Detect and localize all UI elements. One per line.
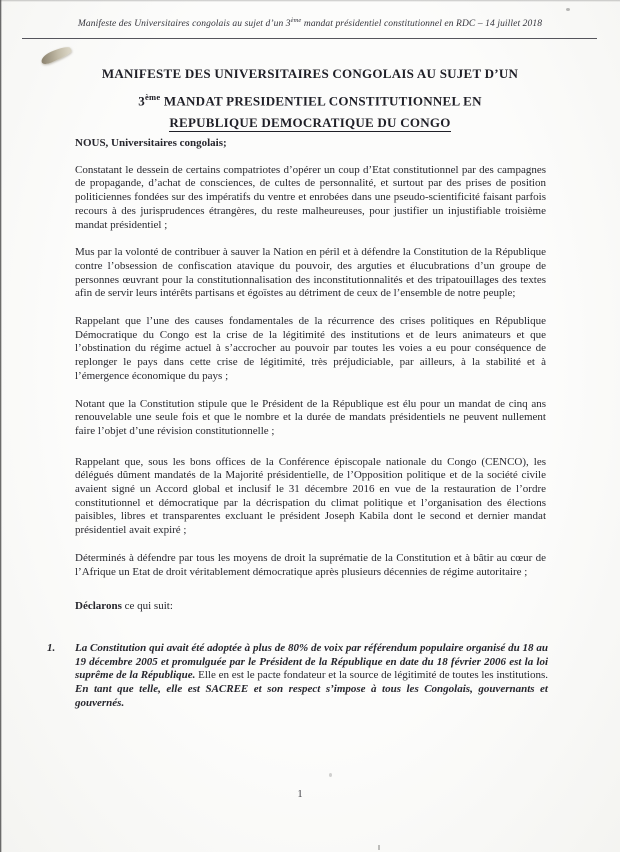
document-body [47,137,548,711]
document-title-line2: 3ème MANDAT PRESIDENTIEL CONSTITUTIONNEL EN [138,91,482,108]
scan-edge-top [0,0,620,2]
list-item-1-emphasis-start: La Constitution qui avait été adoptée à plus de 80% de voix par référendum populaire organisé du 18 au 19 décembre 2005 et promulguée par le Président de la République en date du 18 février 2006 est la loi suprême de la République. [75,641,548,682]
running-header-text: Manifeste des Universitaires congolais au sujet d’un 3 [77,19,291,30]
declaration-lead-word: Déclarons [75,600,122,613]
document-title [0,63,620,135]
document-title-line1: MANIFESTE DES UNIVERSITAIRES CONGOLAIS AU SUJET D’UN [101,66,519,81]
list-item-1-number: 1. [47,641,56,654]
list-item-1-emphasis-end: En tant que telle, elle est SACREE et son respect s’impose à tous les Congolais, gouvernants et gouvernés. [75,683,548,709]
running-header [0,17,620,29]
running-header-text-end: mandat présidentiel constitutionnel en RDC – 14 juillet 2018 [301,19,543,30]
title-superscript: ème [145,91,161,102]
declaration-rest: ce qui suit: [121,600,173,613]
paragraph-determines: Déterminés à défendre par tous les moyens de droit la suprématie de la Constitution et à bâtir au cœur de l’Afrique un Etat de droit véritablement démocratique après plusieurs décennies de régime autoritaire ; [75,551,546,578]
list-item-1 [47,642,548,711]
paragraph-mus-par: Mus par la volonté de contribuer à sauver la Nation en péril et à défendre la Constitution de la République contre l’obsession de confiscation atavique du pouvoir, des arguties et élucubrations d’un groupe de personnes œuvrant pour la constitutionnalisation des inconstitutionnalités et des tripatouillages des textes afin de servir leurs intérêts partisans et égoïstes au détriment de ceux de l’ensemble de notre peuple; [75,246,546,300]
scan-speck [378,845,380,850]
paragraph-constatant: Constatant le dessein de certains compatriotes d’opérer un coup d’Etat constitutionnel par des campagnes de propagande, d’achat de consciences, de cultes de personnalité, et surtout par des prises de position politiciennes fondées sur des impératifs du ventre et enrobées dans une pseudo-scientificité faisant parfois recours à des jurisprudences étrangères, du reste malheureuses, pour justifier un injustifiable troisième mandat présidentiel ; [75,163,546,231]
scan-speck [566,8,570,11]
paragraph-notant: Notant que la Constitution stipule que le Président de la République est élu pour un mandat de cinq ans renouvelable une seule fois et que le nombre et la durée de mandats présidentiels ne peuvent nullement faire l’objet d’une révision constitutionnelle ; [75,397,546,437]
paragraph-rappelant-cenco: Rappelant que, sous les bons offices de la Conférence épiscopale nationale du Congo (CENCO), les délégués dûment mandatés de la Majorité présidentielle, de l’Opposition politique et de la société civile avaient signé un Accord global et inclusif le 31 décembre 2016 en vue de la restauration de l’ordre constitutionnel et démocratique par la décrispation du climat politique et l’organisation des élections paisibles, libres et transparentes excluant le président Joseph Kabila dont le second et dernier mandat présidentiel avait expiré ; [75,455,546,537]
running-header-superscript: ème [290,17,302,24]
list-item-1-regular: Elle en est le pacte fondateur et la source de légitimité de toutes les institutions. [195,669,548,682]
salutation-line: NOUS, Universitaires congolais; [75,137,227,149]
title-underlined-text: REPUBLIQUE DEMOCRATIQUE DU CONGO [169,115,451,131]
document-title-line3 [0,112,620,135]
page-number: 1 [297,789,303,800]
declarations-list [47,641,548,711]
declaration-line [75,600,546,614]
header-rule [22,38,597,39]
scan-speck [329,773,332,777]
paragraph-rappelant-crises: Rappelant que l’une des causes fondamentales de la récurrence des crises politiques en République Démocratique du Congo est la crise de la légitimité des institutions et de leurs animateurs et que l’obstination du régime actuel à s’accrocher au pouvoir par toutes les voies a eu pour conséquence de replonger le pays dans cette crise de légitimité, très préjudiciable, par ailleurs, à la stabilité et à l’émergence économique du pays ; [75,315,546,382]
